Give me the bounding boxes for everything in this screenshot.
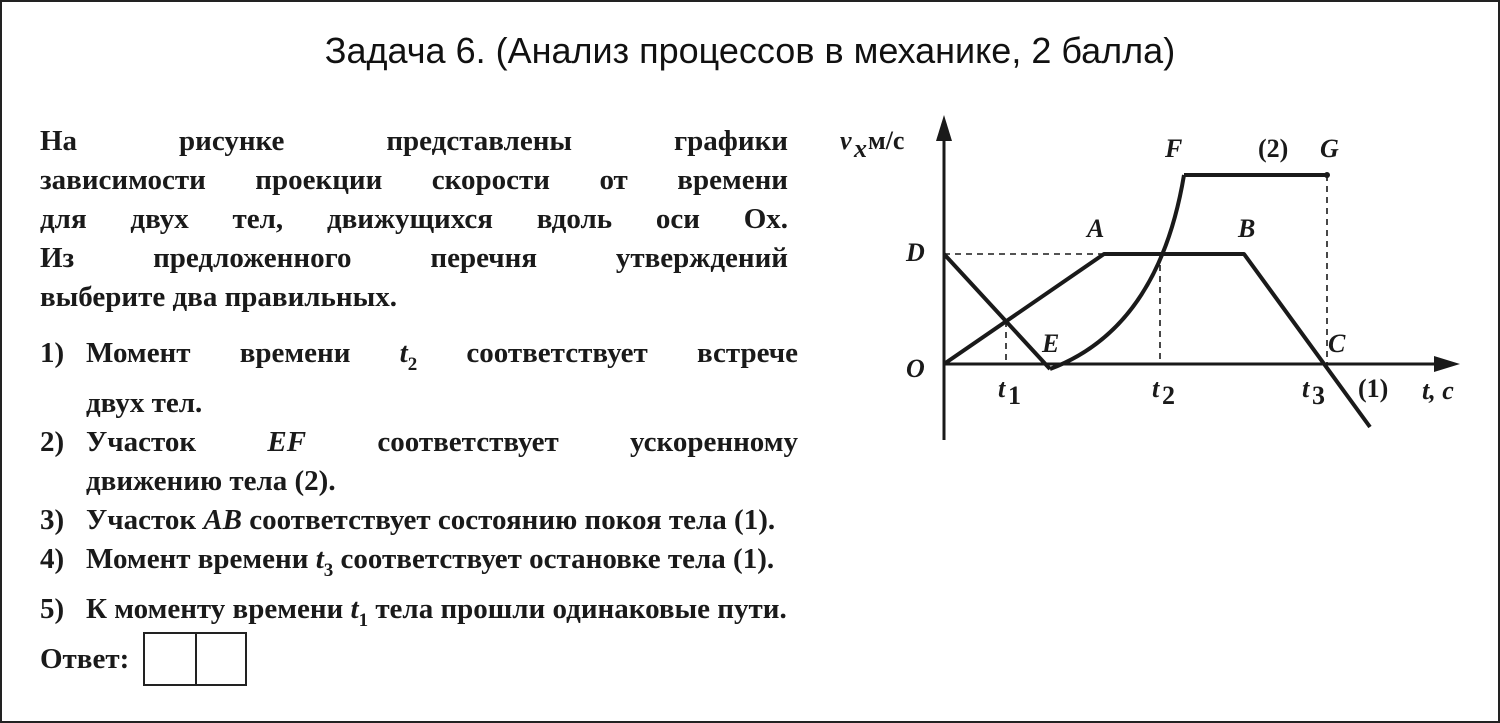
problem-intro [40, 122, 788, 317]
option-number: 1) [40, 337, 65, 369]
option-number: 5) [40, 593, 65, 625]
tick-t1: t [998, 374, 1006, 403]
task-title: Задача 6. (Анализ процессов в механике, 2 балла) [324, 30, 1176, 71]
x-axis-label: t, с [1422, 376, 1454, 405]
label-C: C [1328, 329, 1346, 358]
intro-line: На рисунке представлены графики [40, 125, 788, 157]
option-number: 2) [40, 426, 65, 458]
label-B: B [1238, 214, 1256, 243]
label-O: O [906, 354, 925, 383]
y-axis-unit: м/с [868, 126, 905, 155]
option-number: 3) [40, 504, 65, 536]
label-curve-1: (1) [1358, 374, 1389, 403]
label-F: F [1165, 134, 1183, 163]
tick-t2-sub: 2 [1162, 381, 1175, 410]
label-D: D [906, 238, 925, 267]
intro-line: Из предложенного перечня утверждений [40, 242, 788, 274]
answer-boxes [143, 632, 247, 686]
tick-t2: t [1152, 374, 1160, 403]
intro-line: выберите два правильных. [40, 281, 397, 313]
answer-box-2[interactable] [195, 634, 245, 684]
label-G: G [1320, 134, 1339, 163]
option-continuation: двух тел. [86, 387, 203, 419]
y-axis-symbol-sub: x [854, 134, 867, 163]
option-3: 3) Участок AB соответствует состоянию покоя тела (1). [40, 501, 1000, 540]
option-1: 1) Момент времени $t_2$ соответствует встрече двух тел. [40, 334, 798, 423]
option-2: 2) Участок EF соответствует ускоренному движению тела (2). [40, 423, 798, 501]
tick-t3: t [1302, 374, 1310, 403]
options-list [40, 334, 1000, 640]
option-4: 4) Момент времени $t_3$ соответствует остановке тела (1). [40, 540, 1000, 590]
option-continuation: движению тела (2). [86, 465, 336, 497]
option-5: 5) К моменту времени $t_1$ тела прошли одинаковые пути. [40, 590, 1000, 640]
y-axis-arrow [936, 115, 952, 141]
label-A: A [1087, 214, 1105, 243]
tick-t3-sub: 3 [1312, 381, 1325, 410]
y-axis-symbol: v [840, 126, 852, 155]
answer-box-1[interactable] [145, 634, 195, 684]
option-number: 4) [40, 543, 65, 575]
label-E: E [1042, 329, 1060, 358]
intro-line: для двух тел, движущихся вдоль оси Ox. [40, 203, 788, 235]
intro-line: зависимости проекции скорости от времени [40, 164, 788, 196]
point-G-dot [1324, 172, 1330, 178]
curve-body-2-EF [1050, 175, 1184, 369]
label-curve-2: (2) [1258, 134, 1289, 163]
velocity-graph [840, 107, 1482, 452]
answer-label: Ответ: [40, 642, 130, 675]
answer-area [40, 632, 247, 686]
tick-t1-sub: 1 [1008, 381, 1021, 410]
x-axis-arrow [1434, 356, 1460, 372]
